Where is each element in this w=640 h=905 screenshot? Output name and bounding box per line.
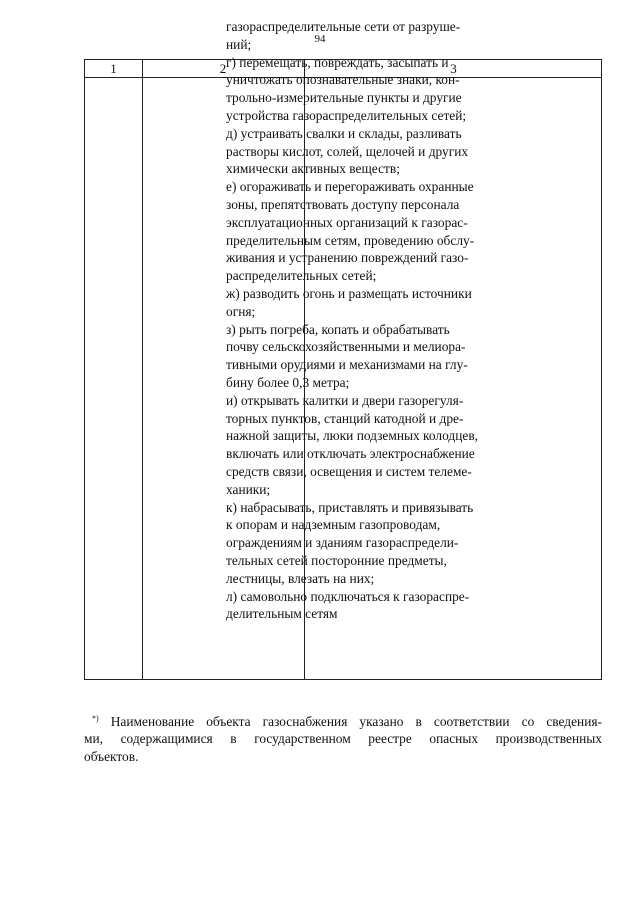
footnote — [84, 713, 602, 765]
table-text-line: трольно-измерительные пункты и другие — [226, 90, 462, 106]
table-text-line: химически активных веществ; — [226, 161, 400, 177]
table-text-line: л) самовольно подключаться к газораспре- — [226, 588, 470, 604]
table-text-line: ний; — [226, 36, 252, 52]
table-text-line: зоны, препятствовать доступу персонала — [226, 196, 460, 212]
table-text-line: нажной защиты, люки подземных колодцев, — [226, 428, 478, 444]
table-text-line: устройства газораспределительных сетей; — [226, 107, 467, 123]
table-text-line: средств связи, освещения и систем телеме- — [226, 463, 472, 479]
footnote-line: ми, содержащимися в государственном реестре опасных производственных — [84, 731, 602, 747]
table-text-line: тивными орудиями и механизмами на глу- — [226, 357, 468, 373]
table-text-line: з) рыть погреба, копать и обрабатывать — [226, 321, 450, 337]
column-divider-1 — [142, 60, 143, 679]
table-text-line: растворы кислот, солей, щелочей и других — [226, 143, 469, 159]
table-text-line: газораспределительные сети от разруше- — [226, 19, 461, 34]
footnote-line-text: Наименование объекта газоснабжения указано в соответствии со сведения- — [110, 714, 602, 729]
column-header-2: 2 — [219, 61, 227, 76]
table-text-line: к опорам и надземным газопроводам, — [226, 517, 441, 533]
table-text-line: ограждениям и зданиям газораспредели- — [226, 535, 459, 551]
table-text-line: пределительным сетям, проведению обслу- — [226, 232, 475, 248]
column-header-3: 3 — [450, 61, 457, 76]
column-3-text — [226, 18, 516, 623]
table-text-line: распределительных сетей; — [226, 268, 377, 284]
footnote-marker: *) — [92, 714, 99, 723]
table-text-line: огня; — [226, 303, 256, 319]
table-text-line: почву сельскохозяйственными и мелиора- — [226, 339, 466, 355]
table-text-line: делительным сетям — [226, 606, 338, 622]
table-text-line: г) перемещать, повреждать, засыпать и — [226, 54, 449, 70]
footnote-line: объектов. — [84, 748, 139, 764]
table-text-line: ж) разводить огонь и размещать источники — [226, 285, 472, 301]
table-text-line: уничтожать опознавательные знаки, кон- — [226, 72, 460, 88]
table-text-line: эксплуатационных организаций к газорас- — [226, 214, 468, 230]
table-text-line: живания и устранению повреждений газо- — [226, 250, 469, 266]
table-text-line: бину более 0,3 метра; — [226, 374, 350, 390]
table-text-line: включать или отключать электроснабжение — [226, 446, 475, 462]
table-text-line: тельных сетей посторонние предметы, — [226, 552, 447, 568]
table-text-line: е) огораживать и перегораживать охранные — [226, 179, 474, 195]
table-text-line: лестницы, влезать на них; — [226, 570, 375, 586]
footnote-line — [84, 713, 602, 730]
page-number: 94 — [314, 33, 326, 45]
table-text-line: и) открывать калитки и двери газорегуля- — [226, 392, 464, 408]
table-text-line: д) устраивать свалки и склады, разливать — [226, 125, 462, 141]
column-header-1: 1 — [110, 61, 117, 76]
table-text-line: ханики; — [226, 481, 271, 497]
table-text-line: торных пунктов, станций катодной и дре- — [226, 410, 464, 426]
table-text-line: к) набрасывать, приставлять и привязывать — [226, 499, 474, 515]
